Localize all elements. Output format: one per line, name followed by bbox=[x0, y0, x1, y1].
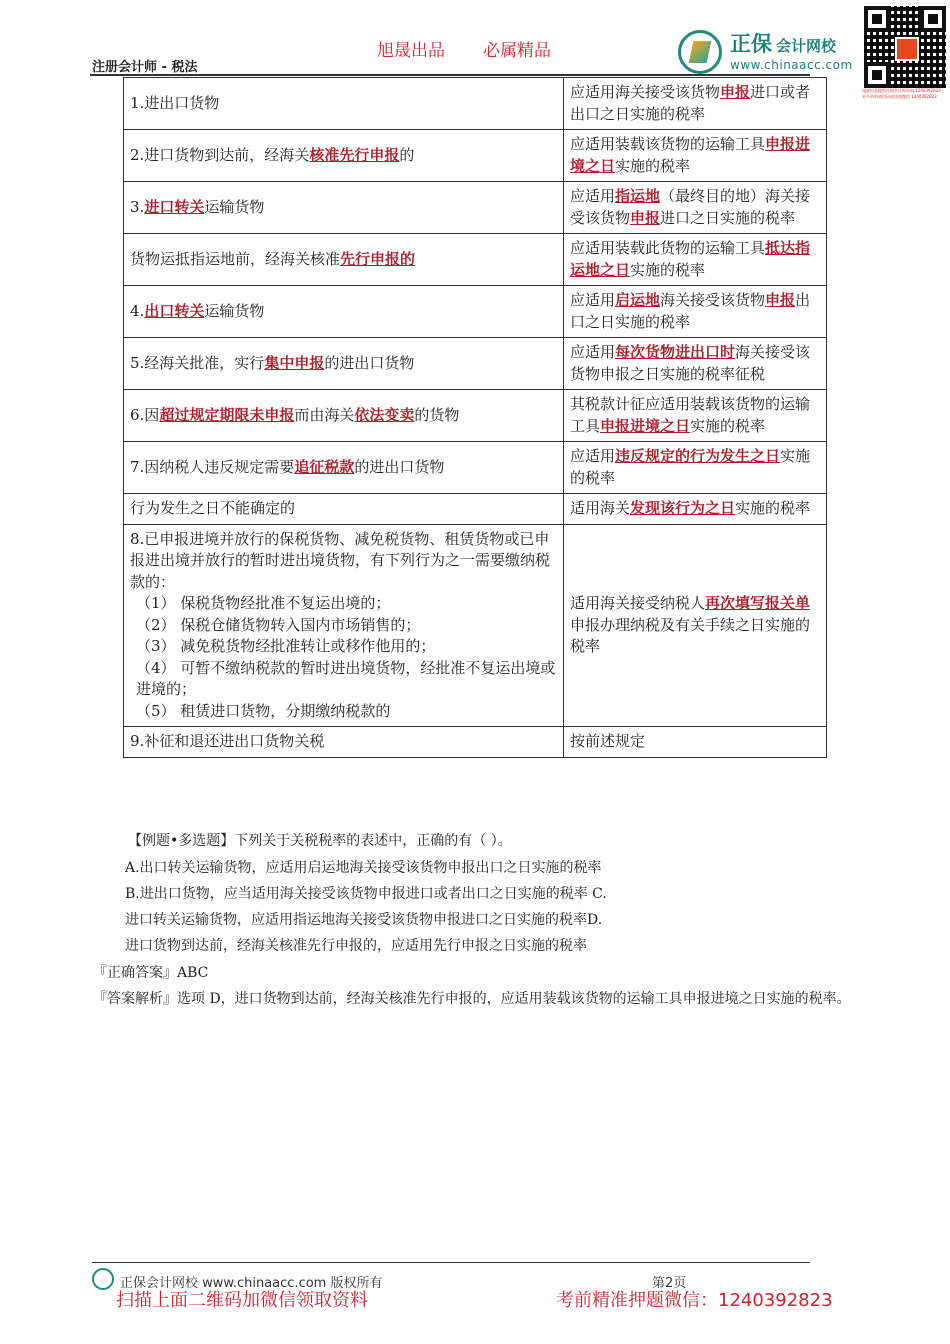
key-term: 违反规定的行为发生之日 bbox=[615, 447, 781, 465]
key-term: 追征税款 bbox=[294, 457, 355, 476]
section-title: 注册会计师 - 税法 bbox=[92, 60, 198, 75]
situation-cell: 6.因超过规定期限未申报而由海关依法变卖的货物 bbox=[124, 390, 564, 442]
key-term: 指运地 bbox=[615, 187, 661, 205]
footer-logo-icon bbox=[92, 1268, 114, 1290]
table-row bbox=[124, 182, 827, 234]
sub-item: （4） 可暂不缴纳税款的暂时进出境货物，经批准不复运出境或进境的； bbox=[136, 658, 556, 698]
sub-item: （3） 减免税货物经批准转让或移作他用的； bbox=[136, 637, 436, 655]
option-a: A.出口转关运输货物，应适用启运地海关接受该货物申报出口之日实施的税率 bbox=[125, 860, 602, 876]
table-row bbox=[124, 494, 827, 525]
logo-emblem-icon bbox=[678, 30, 722, 74]
key-term: 进口转关 bbox=[144, 197, 205, 216]
brand-logo bbox=[678, 30, 853, 74]
example-question: 【例题•多选题】下列关于关税税率的表述中，正确的有（ ）。 bbox=[128, 833, 512, 849]
situation-cell: 7.因纳税人违反规定需要追征税款的进出口货物 bbox=[124, 442, 564, 494]
situation-cell: 1.进出口货物 bbox=[124, 78, 564, 130]
situation-cell: 9.补征和退还进出口货物关税 bbox=[124, 727, 564, 758]
table-row bbox=[124, 524, 827, 727]
rate-rule-cell: 适用海关发现该行为之日实施的税率 bbox=[564, 494, 827, 525]
rate-rule-cell: 应适用装载此货物的运输工具抵达指运地之日实施的税率 bbox=[564, 234, 827, 286]
key-term: 出口转关 bbox=[144, 301, 205, 320]
rate-rule-cell: 应适用装载该货物的运输工具申报进境之日实施的税率 bbox=[564, 130, 827, 182]
key-term: 申报 bbox=[630, 208, 661, 227]
key-term: 核准先行申报 bbox=[309, 145, 400, 164]
logo-name: 正保 会计网校 bbox=[730, 32, 837, 56]
sub-item: （5） 租赁进口货物，分期缴纳税款的 bbox=[136, 701, 391, 720]
table-row bbox=[124, 286, 827, 338]
rate-rule-cell: 应适用指运地（最终目的地）海关接受该货物申报进口之日实施的税率 bbox=[564, 182, 827, 234]
tax-rate-table bbox=[123, 77, 827, 758]
key-term: 申报 bbox=[765, 291, 796, 309]
logo-url: www.chinaacc.com bbox=[730, 58, 853, 72]
table-row bbox=[124, 338, 827, 390]
situation-cell: 行为发生之日不能确定的 bbox=[124, 494, 564, 525]
header-slogan bbox=[377, 36, 589, 61]
table-row bbox=[124, 727, 827, 758]
situation-cell: 3.进口转关运输货物 bbox=[124, 182, 564, 234]
footer-copyright: 正保会计网校 www.chinaacc.com 版权所有 bbox=[120, 1276, 383, 1291]
slogan-2: 必属精品 bbox=[483, 41, 551, 61]
option-b: B.进出口货物，应当适用海关接受该货物申报进口或者出口之日实施的税率 C. bbox=[125, 886, 607, 902]
correct-answer: 『正确答案』ABC bbox=[93, 965, 209, 981]
key-term: 启运地 bbox=[615, 291, 661, 309]
key-term: 超过规定期限未申报 bbox=[159, 405, 295, 424]
qr-note: 旭晟出品提供注册会计师资料 1240392823 · 更多资料请扫码或添加微信 1240392823 bbox=[862, 88, 944, 99]
key-term: 发现该行为之日 bbox=[630, 499, 736, 517]
key-term: 申报进境之日 bbox=[570, 135, 811, 175]
promo-left: 扫描上面二维码加微信领取资料 bbox=[116, 1290, 368, 1311]
key-term: 再次填写报关单 bbox=[705, 594, 811, 612]
qr-code-icon bbox=[862, 4, 948, 90]
option-c: 进口转关运输货物，应适用指运地海关接受该货物申报进口之日实施的税率D. bbox=[125, 912, 603, 928]
rate-rule-cell: 按前述规定 bbox=[564, 727, 827, 758]
sub-item: （1） 保税货物经批准不复运出境的； bbox=[136, 594, 391, 612]
sub-item: （2） 保税仓储货物转入国内市场销售的； bbox=[136, 615, 421, 634]
table-row bbox=[124, 130, 827, 182]
rate-rule-cell: 应适用每次货物进出口时海关接受该货物申报之日实施的税率征税 bbox=[564, 338, 827, 390]
key-term: 申报 bbox=[720, 83, 751, 101]
rate-rule-cell: 应适用违反规定的行为发生之日实施的税率 bbox=[564, 442, 827, 494]
table-row bbox=[124, 234, 827, 286]
table-row bbox=[124, 442, 827, 494]
rate-rule-cell: 应适用海关接受该货物申报进口或者出口之日实施的税率 bbox=[564, 78, 827, 130]
key-term: 每次货物进出口时 bbox=[615, 343, 736, 361]
situation-cell: 货物运抵指运地前，经海关核准先行申报的 bbox=[124, 234, 564, 286]
situation-cell: 8.已申报进境并放行的保税货物、减免税货物、租赁货物或已申报进出境并放行的暂时进出境货物，有下列行为之一需要缴纳税款的： （1） 保税货物经批准不复运出境的； （2） 保税仓储货物转入国内市场销售的； （3） 减免税货物经批准转让或移作他用的； （4） 可暂不缴纳税款的暂时进出境货物，经批准不复运出境或进境的； （5） 租赁进口货物，分期缴纳税款的 bbox=[124, 524, 564, 727]
header-divider bbox=[90, 74, 810, 76]
key-term: 集中申报 bbox=[264, 353, 325, 372]
table-row bbox=[124, 390, 827, 442]
situation-cell: 5.经海关批准，实行集中申报的进出口货物 bbox=[124, 338, 564, 390]
slogan-1: 旭晟出品 bbox=[377, 41, 445, 61]
rate-rule-cell: 应适用启运地海关接受该货物申报出口之日实施的税率 bbox=[564, 286, 827, 338]
option-d: 进口货物到达前，经海关核准先行申报的，应适用先行申报之日实施的税率 bbox=[125, 938, 587, 954]
situation-cell: 2.进口货物到达前，经海关核准先行申报的 bbox=[124, 130, 564, 182]
answer-explanation: 『答案解析』选项 D，进口货物到达前，经海关核准先行申报的，应适用装载该货物的运输工具申报进境之日实施的税率。 bbox=[93, 991, 851, 1007]
rate-rule-cell: 其税款计征应适用装载该货物的运输工具申报进境之日实施的税率 bbox=[564, 390, 827, 442]
rate-rule-cell: 适用海关接受纳税人再次填写报关单申报办理纳税及有关手续之日实施的税率 bbox=[564, 524, 827, 727]
table-row bbox=[124, 78, 827, 130]
key-term: 申报进境之日 bbox=[600, 416, 691, 435]
promo-right: 考前精准押题微信：1240392823 bbox=[556, 1290, 833, 1311]
key-term: 先行申报的 bbox=[340, 249, 416, 268]
key-term: 抵达指运地之日 bbox=[570, 239, 811, 279]
situation-cell: 4.出口转关运输货物 bbox=[124, 286, 564, 338]
key-term: 依法变卖 bbox=[354, 405, 415, 424]
page-number: 第2页 bbox=[652, 1276, 687, 1291]
footer-divider bbox=[92, 1262, 810, 1263]
